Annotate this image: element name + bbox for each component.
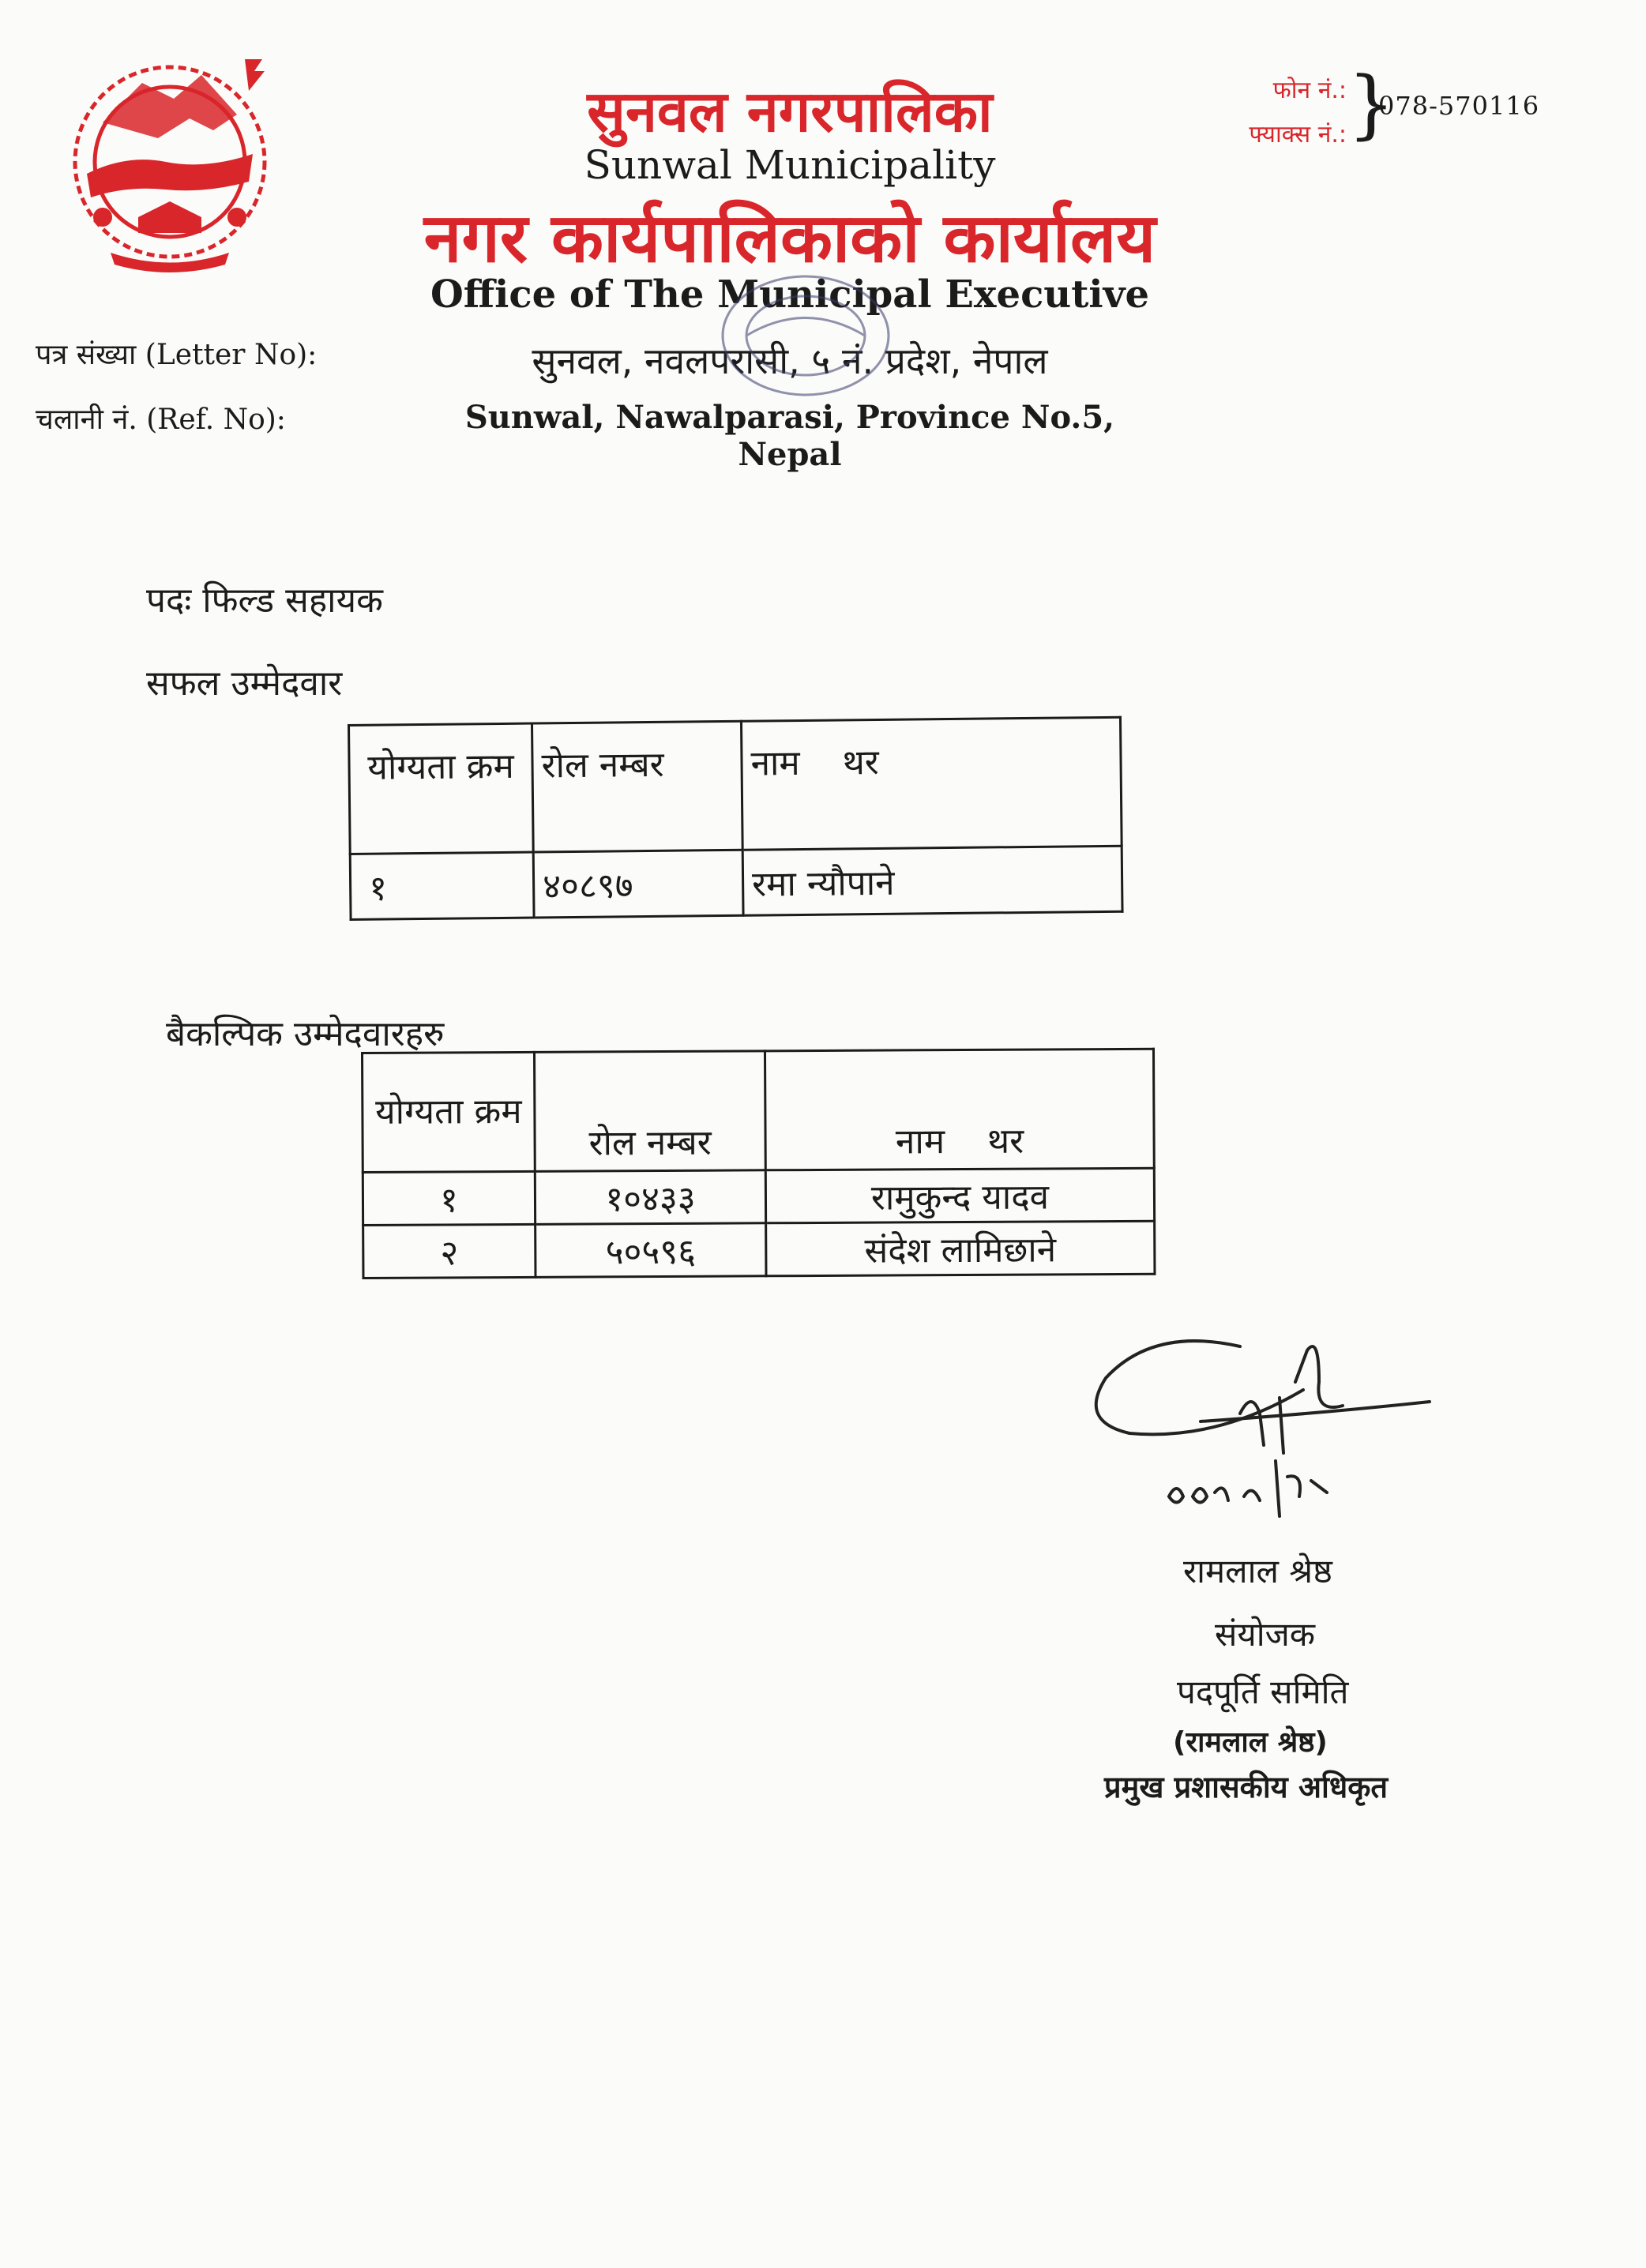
phone-number: 078-570116 (1378, 91, 1540, 121)
table-header-row (363, 1049, 1155, 1172)
table-row (350, 846, 1122, 919)
name-cell: संदेश लामिछाने (766, 1221, 1155, 1276)
successful-heading: सफल उम्मेदवार (146, 663, 343, 704)
handwritten-signature-icon (1082, 1303, 1437, 1524)
table-header-row (349, 717, 1122, 854)
signatory-name: रामलाल श्रेष्ठ (1183, 1552, 1332, 1590)
municipality-name-np: सुनवल नगरपालिका (587, 78, 993, 145)
successful-candidates-table (348, 716, 1124, 921)
address-en: Sunwal, Nawalparasi, Province No.5, Nepal (464, 399, 1115, 473)
column-header-roll: रोल नम्बर (535, 1051, 766, 1172)
letter-no-label: पत्र संख्या (Letter No): (36, 339, 318, 371)
address-np: सुनवल, नवलपरासी, ५ नं. प्रदेश, नेपाल (532, 340, 1048, 382)
municipality-emblem-icon (55, 36, 284, 280)
office-name-en: Office of The Municipal Executive (430, 272, 1150, 317)
alternate-candidates-table (361, 1048, 1156, 1279)
rank-cell: २ (363, 1224, 536, 1278)
stamp-title: प्रमुख प्रशासकीय अधिकृत (1104, 1770, 1389, 1804)
column-header-rank: योग्यता क्रम (349, 723, 534, 854)
column-header-name: नाम थर (741, 717, 1122, 850)
column-header-name: नाम थर (765, 1049, 1155, 1170)
rank-cell: १ (350, 852, 534, 919)
fax-label: फ्याक्स नं.: (1249, 121, 1347, 148)
brace-icon: } (1347, 61, 1396, 148)
name-cell: रामुकुन्द यादव (765, 1168, 1154, 1223)
roll-cell: ५०५९६ (536, 1223, 766, 1278)
office-stamp-icon (715, 268, 896, 403)
municipality-name-en: Sunwal Municipality (584, 142, 996, 188)
column-header-roll: रोल नम्बर (532, 721, 743, 852)
roll-cell: १०४३३ (535, 1170, 765, 1225)
signatory-committee: पदपूर्ति समिति (1177, 1673, 1349, 1711)
alternates-heading: बैकल्पिक उम्मेदवारहरु (166, 1014, 445, 1054)
ref-no-label: चलानी नं. (Ref. No): (36, 404, 286, 436)
column-header-rank: योग्यता क्रम (363, 1052, 536, 1172)
signatory-role: संयोजक (1215, 1615, 1316, 1654)
phone-label: फोन नं.: (1272, 77, 1347, 104)
name-cell: रमा न्यौपाने (742, 846, 1122, 915)
roll-cell: ४०८९७ (533, 850, 743, 918)
table-row (363, 1168, 1154, 1225)
office-name-np: नगर कार्यपालिकाको कार्यालय (423, 199, 1156, 278)
stamp-name: (रामलाल श्रेष्ठ) (1173, 1726, 1328, 1759)
rank-cell: १ (363, 1171, 535, 1225)
table-row (363, 1221, 1155, 1278)
post-title: पदः फिल्ड सहायक (146, 580, 383, 621)
